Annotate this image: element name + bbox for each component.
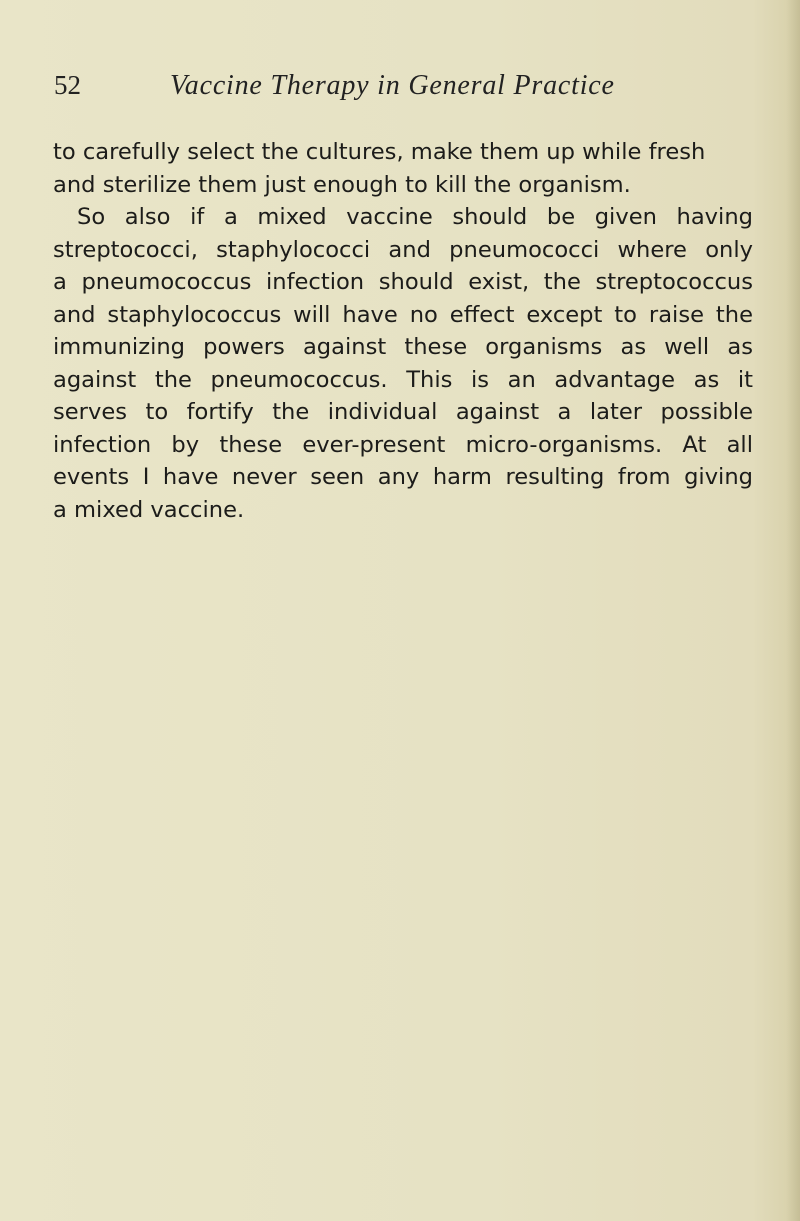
text-line: against the pneumococcus. This is an advantage as it <box>53 366 753 393</box>
body-text <box>53 136 753 526</box>
text-line: streptococci, staphylococci and pneumococci where only <box>53 236 753 263</box>
running-title: Vaccine Therapy in General Practice <box>170 70 615 101</box>
text-line: serves to fortify the individual against a later possible <box>53 399 753 425</box>
page-number: 52 <box>54 70 81 100</box>
text-line: to carefully select the cultures, make them up while fresh <box>53 139 706 165</box>
text-line: and staphylococcus will have no effect except to raise the <box>53 301 753 328</box>
text-line: immunizing powers against these organisms as well as <box>53 334 753 360</box>
page-edge-shadow <box>786 0 800 1221</box>
running-head <box>54 70 754 110</box>
text-line: a pneumococcus infection should exist, the streptococcus <box>53 269 753 295</box>
text-line: events I have never seen any harm resulting from giving <box>53 464 753 490</box>
text-line: So also if a mixed vaccine should be given having <box>77 204 753 230</box>
text-line: and sterilize them just enough to kill the organism. <box>53 171 631 198</box>
text-line: infection by these ever-present micro-organisms. At all <box>53 431 753 458</box>
text-line: a mixed vaccine. <box>53 496 245 523</box>
